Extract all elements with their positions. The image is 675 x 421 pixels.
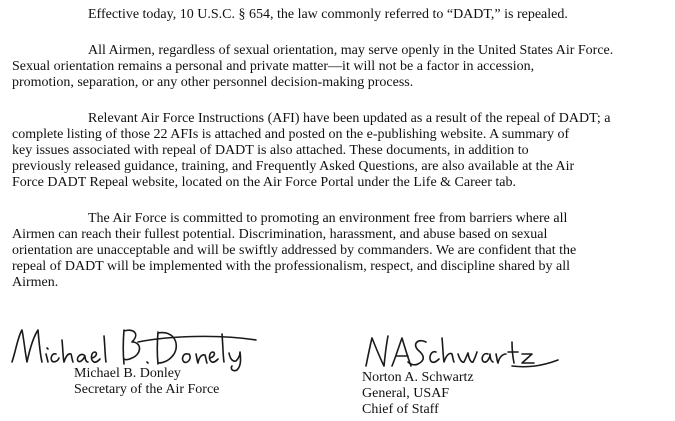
- signature-michael-donley: [8, 322, 268, 370]
- paragraph-4-line-2: Airmen can reach their fullest potential. Discrimination, harassment, and abuse based on sexual: [12, 227, 548, 242]
- signer-right-title: Chief of Staff: [362, 402, 439, 417]
- signer-left-title: Secretary of the Air Force: [74, 382, 220, 397]
- signer-left-name: Michael B. Donley: [74, 366, 181, 381]
- paragraph-3-line-5: Force DADT Repeal website, located on the Air Force Portal under the Life & Career tab.: [12, 175, 516, 190]
- paragraph-3-line-4: previously released guidance, training, and Frequently Asked Questions, are also available at the Air: [12, 159, 575, 174]
- paragraph-1-line-1: Effective today, 10 U.S.C. § 654, the law commonly referred to “DADT,” is repealed.: [88, 7, 568, 22]
- paragraph-2-line-1: All Airmen, regardless of sexual orientation, may serve openly in the United States Air Force.: [88, 43, 614, 58]
- paragraph-3-line-1: Relevant Air Force Instructions (AFI) have been updated as a result of the repeal of DADT; a: [88, 111, 611, 126]
- signer-right-name: Norton A. Schwartz: [362, 370, 474, 385]
- signer-right-rank: General, USAF: [362, 386, 450, 401]
- paragraph-4-line-1: The Air Force is committed to promoting an environment free from barriers where all: [88, 211, 568, 226]
- paragraph-4-line-5: Airmen.: [12, 275, 59, 290]
- paragraph-3-line-3: key issues associated with repeal of DADT is also attached. These documents, in addition to: [12, 143, 529, 158]
- paragraph-3-line-2: complete listing of those 22 AFIs is attached and posted on the e-publishing website. A summary of: [12, 127, 570, 142]
- signature-norton-schwartz: [362, 330, 562, 374]
- paragraph-2-line-2: Sexual orientation remains a personal and private matter—it will not be a factor in accession,: [12, 59, 535, 74]
- paragraph-4-line-3: orientation are unacceptable and will be swiftly addressed by commanders. We are confident that the: [12, 243, 577, 258]
- paragraph-4-line-4: repeal of DADT will be implemented with the professionalism, respect, and discipline shared by all: [12, 259, 571, 274]
- paragraph-2-line-3: promotion, separation, or any other personnel decision-making process.: [12, 75, 414, 90]
